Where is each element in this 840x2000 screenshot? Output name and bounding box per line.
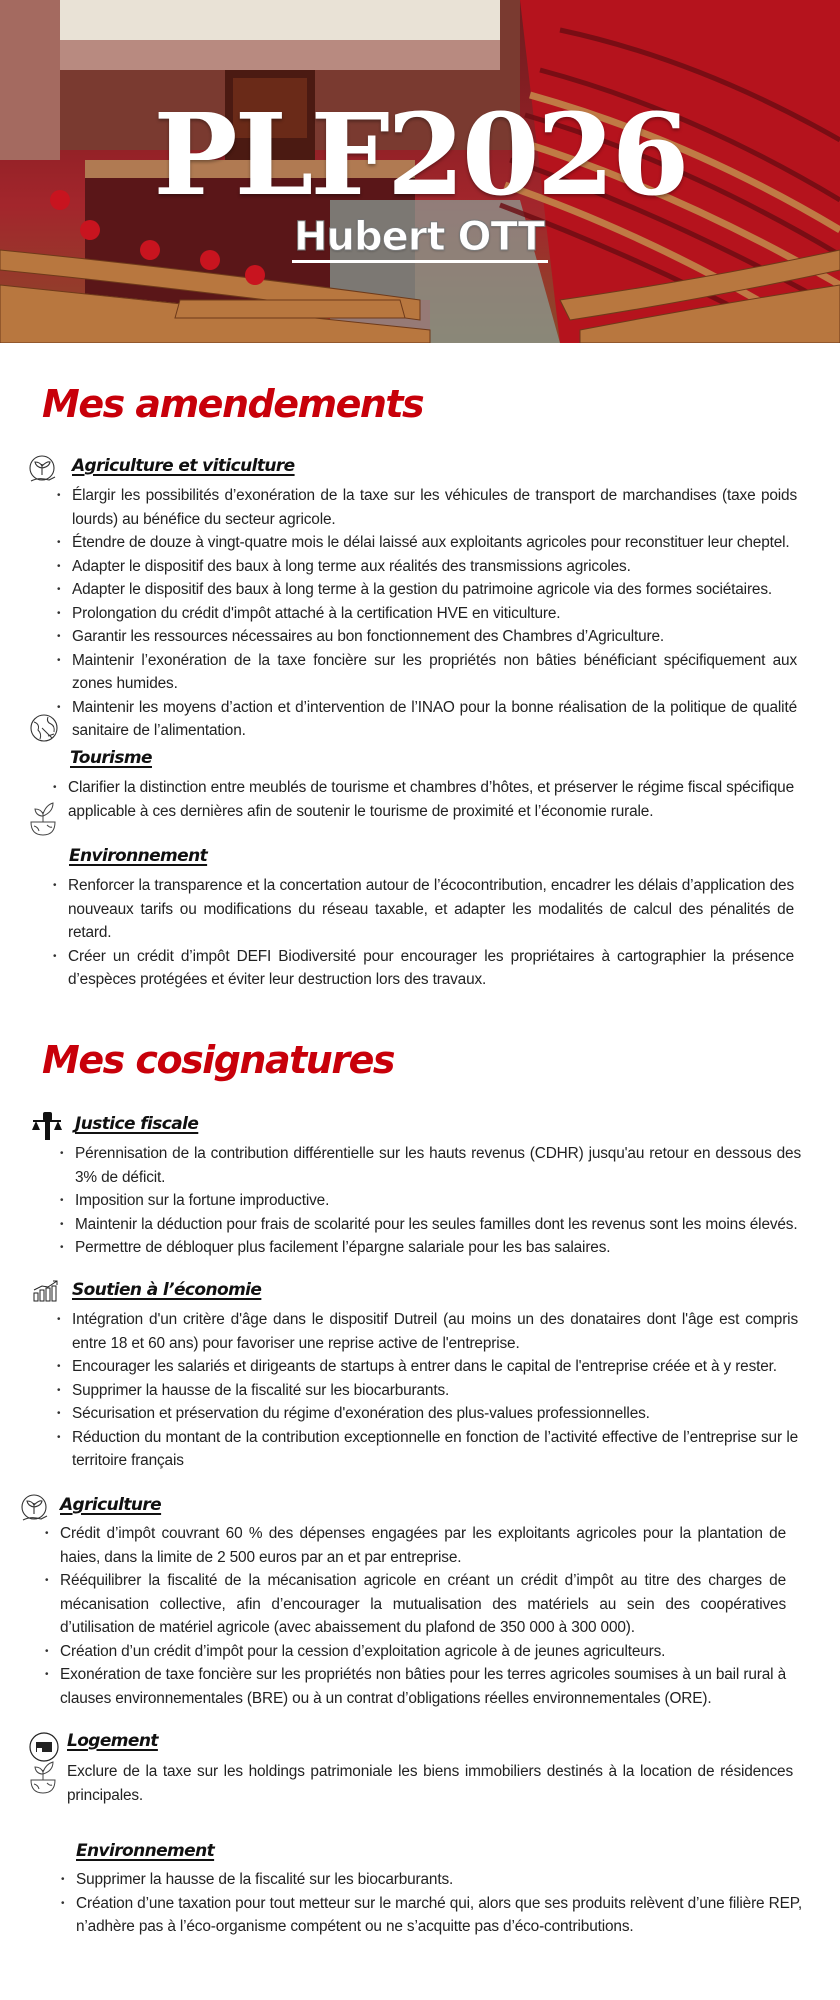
list-agriculture [60, 1522, 786, 1710]
list-tourisme [68, 776, 794, 823]
list-item: • Supprimer la hausse de la fiscalité sur les biocarburants. [72, 1379, 798, 1403]
earth-sprout-icon [27, 1760, 59, 1796]
list-item: • Intégration d'un critère d'âge dans le dispositif Dutreil (au moins un des donataires dont l'âge est compris entre 18 et 60 ans) pour favoriser une reprise active de l'entreprise. [72, 1308, 798, 1355]
subheading-agriculture-viticulture: Agriculture et viticulture [72, 456, 295, 476]
list-item: • Permettre de débloquer plus facilement l’épargne salariale pour les bas salaires. [75, 1236, 801, 1260]
house-icon [28, 1731, 60, 1763]
logement-text: Exclure de la taxe sur les holdings patrimoniale les biens immobiliers destinés à la location de résidences principales. [67, 1763, 793, 1804]
hero-author: Hubert OTT [292, 214, 548, 263]
subheading-agriculture: Agriculture [60, 1495, 162, 1515]
list-item: • Adapter le dispositif des baux à long terme à la gestion du patrimoine agricole via des formes sociétaires. [72, 578, 797, 602]
list-item: • Création d’une taxation pour tout metteur sur le marché qui, alors que ses produits relèvent d’une filière REP, n’adhère pas à l’éco-organisme compétent ou ne s’acquitte pas d’éco-contributions. [76, 1892, 802, 1939]
list-item: • Pérennisation de la contribution différentielle sur les hauts revenus (CDHR) jusqu'au retour en dessous des 3% de déficit. [75, 1142, 801, 1189]
list-item: • Renforcer la transparence et la concertation autour de l’écocontribution, encadrer les délais d’application des nouveaux tarifs ou modifications du réseau taxable, et adapter les modalités de calcul des pénalités de retard. [68, 874, 794, 945]
fist-scales-icon [30, 1110, 64, 1142]
subheading-tourisme: Tourisme [70, 748, 152, 768]
growth-chart-icon [32, 1280, 60, 1302]
list-item: • Créer un crédit d’impôt DEFI Biodiversité pour encourager les propriétaires à cartographier la présence d’espèces protégées et éviter leur destruction lors des travaux. [68, 945, 794, 992]
list-item: • Étendre de douze à vingt-quatre mois le délai laissé aux exploitants agricoles pour reconstituer leur cheptel. [72, 531, 797, 555]
list-item: • Maintenir l’exonération de la taxe foncière sur les propriétés non bâties bénéficiant spécifiquement aux zones humides. [72, 649, 797, 696]
subheading-logement: Logement [67, 1731, 158, 1751]
list-item: • Élargir les possibilités d’exonération de la taxe sur les véhicules de transport de marchandises (taxe poids lourds) au bénéfice du secteur agricole. [72, 484, 797, 531]
list-item: • Prolongation du crédit d'impôt attaché à la certification HVE en viticulture. [72, 602, 797, 626]
list-item: • Sécurisation et préservation du régime d'exonération des plus-values professionnelles. [72, 1402, 798, 1426]
list-item: • Encourager les salariés et dirigeants de startups à entrer dans le capital de l'entreprise créée et à y rester. [72, 1355, 798, 1379]
subheading-soutien-economie: Soutien à l’économie [72, 1280, 262, 1300]
list-item: • Maintenir la déduction pour frais de scolarité pour les seules familles dont les revenus sont les moins élevés. [75, 1213, 801, 1237]
list-item: • Réduction du montant de la contribution exceptionnelle en fonction de l’activité effective de l’entreprise sur le territoire français [72, 1426, 798, 1473]
list-item: • Rééquilibrer la fiscalité de la mécanisation agricole en créant un crédit d’impôt au titre des charges de mécanisation collective, afin d’encourager la mutualisation des matériels au sein des coopératives d’utilisation de matériel agricole (avec abaissement du plafond de 350 000 à 300 000). [60, 1569, 786, 1640]
list-justice-fiscale [75, 1142, 801, 1260]
list-item: • Imposition sur la fortune improductive. [75, 1189, 801, 1213]
list-item: • Supprimer la hausse de la fiscalité sur les biocarburants. [76, 1868, 802, 1892]
section-title-amendements: Mes amendements [42, 382, 424, 426]
subheading-justice-fiscale: Justice fiscale [75, 1114, 199, 1134]
list-environnement-cosignatures [76, 1868, 802, 1939]
list-item: • Crédit d’impôt couvrant 60 % des dépenses engagées par les exploitants agricoles pour la plantation de haies, dans la limite de 2 500 euros par an et par entreprise. [60, 1522, 786, 1569]
list-item: • Création d’un crédit d’impôt pour la cession d’exploitation agricole à de jeunes agriculteurs. [60, 1640, 786, 1664]
list-item: • Exonération de taxe foncière sur les propriétés non bâties pour les terres agricoles soumises à un bail rural à clauses environnementales (BRE) ou à un contrat d’obligations réelles environnementales (ORE). [60, 1663, 786, 1710]
hero-banner [0, 0, 840, 343]
section-title-cosignatures: Mes cosignatures [42, 1038, 394, 1082]
list-environnement-amendements [68, 874, 794, 992]
hero-title: PLF2026 [153, 90, 687, 221]
list-agriculture-viticulture [72, 484, 797, 743]
subheading-environnement-cosignatures: Environnement [76, 1841, 215, 1861]
list-item: • Maintenir les moyens d’action et d’intervention de l’INAO pour la bonne réalisation de la politique de qualité sanitaire de l’alimentation. [72, 696, 797, 743]
list-item: • Garantir les ressources nécessaires au bon fonctionnement des Chambres d’Agriculture. [72, 625, 797, 649]
list-item: • Clarifier la distinction entre meublés de tourisme et chambres d’hôtes, et préserver le régime fiscal spécifique applicable à ces dernières afin de soutenir le tourisme de proximité et l’économie rurale. [68, 776, 794, 823]
subheading-environnement-amendements: Environnement [69, 846, 208, 866]
plant-hand-icon [27, 453, 59, 487]
list-item: • Adapter le dispositif des baux à long terme aux réalités des transmissions agricoles. [72, 555, 797, 579]
plant-hand-icon [19, 1492, 51, 1526]
earth-sprout-icon [28, 800, 58, 838]
list-soutien-economie [72, 1308, 798, 1473]
globe-plane-icon [28, 712, 60, 744]
